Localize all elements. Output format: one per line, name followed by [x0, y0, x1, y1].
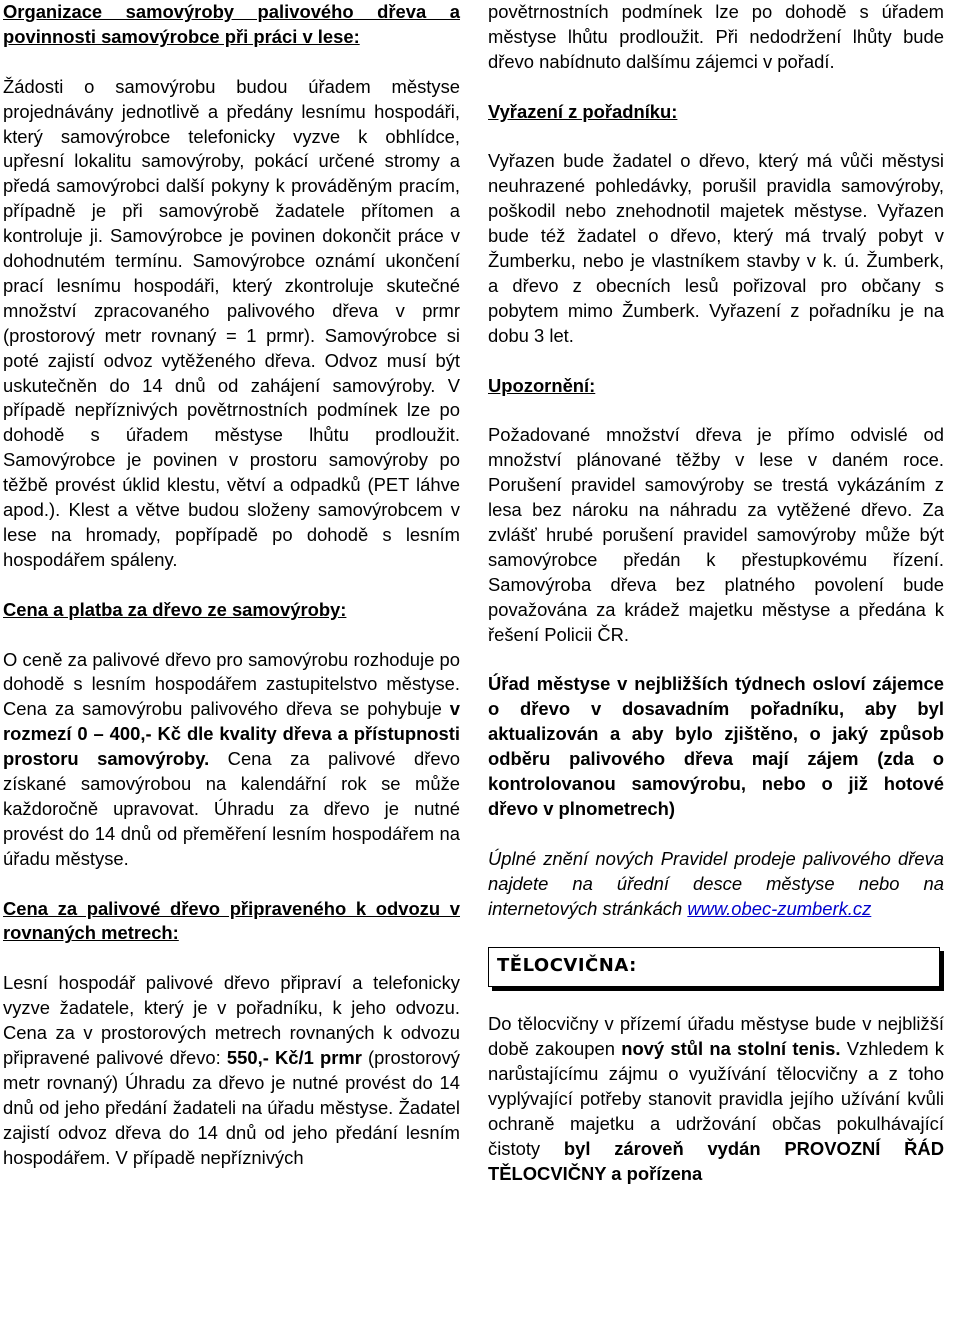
- price-text-a: O ceně za palivové dřevo pro samovýrobu rozhoduje po dohodě s lesním hospodářem zastupitelstvo městyse. Cena za samovýrobu palivového dřeva se pohybuje: [3, 648, 460, 720]
- gym-heading: TĚLOCVIČNA:: [497, 955, 637, 977]
- paragraph-price: [3, 648, 460, 872]
- prepared-text-c: (prostorový metr rovnaný) Úhradu za dřevo je nutné provést do 14 dnů od jeho předání žadateli na úřadu městyse. Žadatel zajistí odvoz dřeva do 14 dnů od jeho předání lesním hospodářem. V případě nepříznivých: [3, 1046, 460, 1168]
- paragraph-continued: povětrnostních podmínek lze po dohodě s úřadem městyse lhůtu prodloužit. Při nedodržení lhůty bude dřevo nabídnuto dalšímu zájemci v pořadí.: [488, 1, 944, 72]
- right-column: [488, 0, 944, 1187]
- prepared-price: 550,- Kč/1 prmr: [226, 1046, 362, 1068]
- gym-rules-bold: byl zároveň vydán PROVOZNÍ ŘÁD TĚLOCVIČNY a pořízena: [488, 1137, 944, 1184]
- section-heading-organization: Organizace samovýroby palivového dřeva a povinnosti samovýrobce při práci v lese:: [3, 1, 460, 47]
- section-heading-exclusion: Vyřazení z pořadníku:: [488, 100, 678, 122]
- paragraph-prepared-wood: [3, 971, 460, 1170]
- gym-text-c: Vzhledem k narůstajícímu zájmu o využívání tělocvičny a z toho vyplývající potřeby stanovit pravidla jejího užívání kvůli ochraně majetku a udržování občas pokulhávající čistoty: [488, 1038, 944, 1159]
- price-text-c: Cena za palivové dřevo získané samovýrobou na kalendářní rok se může každoročně upravovat. Úhradu za dřevo je nutné provést do 14 dnů od přeměření lesním hospodářem na úřadu městyse.: [3, 748, 460, 869]
- paragraph-organization: Žádosti o samovýrobu budou úřadem městyse projednávány jednotlivě a předány lesnímu hospodáři, který samovýrobce telefonicky vyzve k obhlídce, upřesní lokalitu samovýroby, pokácí určené stromy a předá samovýrobci další pokyny k prováděným pracím, případně je při samovýrobě žadatele přítomen a kontroluje ji. Samovýrobce je povinen dokončit práce v dohodnutém termínu. Samovýrobce oznámí ukončení prací lesnímu hospodáři, který zkontroluje skutečné množství zpracovaného palivového dřeva v prmr (prostorový metr rovnaný = 1 prmr). Samovýrobce si poté zajistí odvoz vytěženého dřeva. Odvoz musí být uskutečněn do 14 dnů od zahájení samovýroby. V případě nepříznivých povětrnostních podmínek lze po dohodě s úřadem městyse lhůtu prodloužit. Samovýrobce je povinen v prostoru samovýroby po těžbě provést úklid klestu, větví a odpadků (PET láhve apod.). Klest a větve budou složeny samovýrobcem v lese na hromady, popřípadě po dohodě s lesním hospodářem spáleny.: [3, 75, 460, 570]
- left-column: [3, 0, 460, 1171]
- price-range: v rozmezí 0 – 400,- Kč dle kvality dřeva a přístupnosti prostoru samovýroby.: [3, 698, 460, 770]
- paragraph-exclusion: Vyřazen bude žadatel o dřevo, který má vůči městysi neuhrazené pohledávky, porušil pravidla samovýroby, poškodil nebo znehodnotil majetek městyse. Vyřazen bude též žadatel o dřevo, který má trvalý pobyt v Žumberku, nebo je vlastníkem stavby v k. ú. Žumberk, a dřevo z obecních lesů pořizoval pro občany s pobytem mimo Žumberk. Vyřazení z pořadníku je na dobu 3 let.: [488, 150, 944, 346]
- paragraph-full-rules: [488, 847, 944, 922]
- section-heading-price: Cena a platba za dřevo ze samovýroby:: [3, 598, 347, 620]
- paragraph-warning: Požadované množství dřeva je přímo odvislé od množství plánované těžby v lese v daném roce. Porušení pravidel samovýroby se trestá vykázáním z lesa bez nároku na náhradu za vytěžené dřevo. Za zvlášť hrubé porušení pravidel samovýroby může být samovýrobce předán k přestupkovému řízení. Samovýroba dřeva bez platného povolení bude považována za krádež majetku městyse a předána k řešení Policii ČR.: [488, 424, 944, 645]
- section-heading-warning: Upozornění:: [488, 374, 596, 396]
- paragraph-notice-bold: Úřad městyse v nejbližších týdnech osloví zájemce o dřevo v dosavadním pořadníku, aby byl aktualizován a aby bylo zjištěno, o jaký způsob odběru palivového dřeva mají zájem (zda o kontrolovanou samovýrobu, nebo o již hotové dřevo v plnometrech): [488, 673, 944, 819]
- gym-text-a: Do tělocvičny v přízemí úřadu městyse bude v nejbližší době zakoupen: [488, 1013, 944, 1060]
- section-heading-prepared-wood: Cena za palivové dřevo připraveného k odvozu v rovnaných metrech:: [3, 897, 460, 944]
- paragraph-gym: [488, 1012, 944, 1186]
- gym-table-tennis: nový stůl na stolní tenis.: [621, 1038, 841, 1060]
- prepared-text-a: Lesní hospodář palivové dřevo připraví a telefonicky vyzve žadatele, který je v pořadníku, k jeho odvozu. Cena za v prostorových metrech rovnaných k odvozu připravené palivové dřevo:: [3, 972, 460, 1068]
- gym-heading-box: [488, 947, 940, 987]
- full-rules-text: Úplné znění nových Pravidel prodeje palivového dřeva najdete na úřední desce městyse nebo na internetových stránkách: [488, 847, 944, 919]
- website-link[interactable]: www.obec-zumberk.cz: [687, 897, 872, 919]
